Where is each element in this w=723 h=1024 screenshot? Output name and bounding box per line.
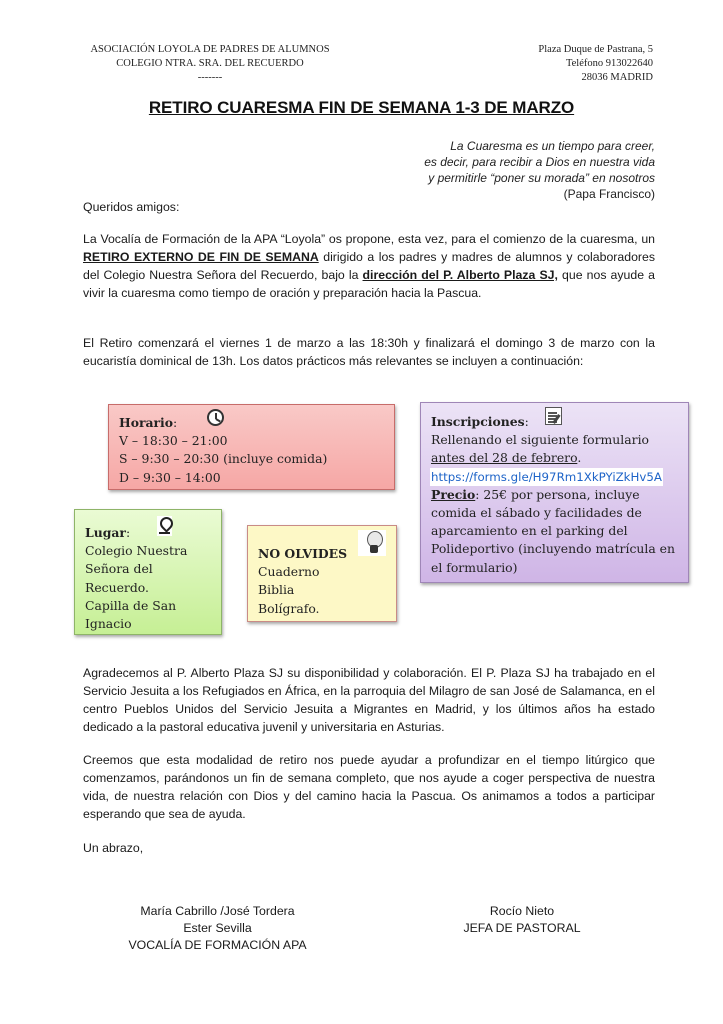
- document-title: RETIRO CUARESMA FIN DE SEMANA 1-3 DE MARZO: [148, 98, 575, 117]
- quote-line: La Cuaresma es un tiempo para creer,: [450, 139, 655, 153]
- greeting: Queridos amigos:: [83, 200, 180, 214]
- registration-box: Inscripciones: Rellenando el siguiente formulario antes del 28 de febrero. https://forms.gle/H97Rm1XkPYiZkHv5A Precio: 25€ por persona, incluye comida el sábado y facilidades de aparcamiento en el parking del Polideportivo (incluyendo matrícula en el formulario): [420, 402, 689, 583]
- location-line: Capilla de San: [85, 597, 177, 613]
- reminder-item: Biblia: [258, 582, 295, 598]
- location-label: Lugar: [85, 525, 126, 540]
- header-school-name: COLEGIO NTRA. SRA. DEL RECUERDO: [116, 58, 304, 69]
- header-association-name: ASOCIACIÓN LOYOLA DE PADRES DE ALUMNOS: [90, 44, 330, 55]
- header-association: [70, 43, 350, 85]
- quote-block: [325, 138, 655, 202]
- header-phone: Teléfono 913022640: [565, 58, 653, 69]
- signature-role: VOCALÍA DE FORMACIÓN APA: [128, 938, 307, 952]
- schedule-sunday: D – 9:30 – 14:00: [119, 469, 221, 485]
- header-street: Plaza Duque de Pastrana, 5: [538, 44, 653, 55]
- registration-deadline: antes del 28 de febrero: [431, 450, 578, 466]
- intro-text: que nos ayude a vivir la cuaresma como tiempo de oración y preparación hacia la Pascua.: [83, 268, 655, 300]
- location-line: Recuerdo.: [85, 579, 149, 595]
- quote-line: es decir, para recibir a Dios en nuestra vida: [424, 155, 655, 169]
- registration-instructions: Rellenando el siguiente formulario: [431, 432, 649, 448]
- signature-role: JEFA DE PASTORAL: [463, 921, 581, 935]
- location-line: Ignacio: [85, 616, 132, 632]
- acknowledgement-paragraph: Agradecemos al P. Alberto Plaza SJ su disponibilidad y colaboración. El P. Plaza SJ ha trabajado en el Servicio Jesuita a los Refugiados en África, en la parroquia del Milagro de san José de Salamanca, en el centro Pueblos Unidos del Servicio Jesuita a Migrantes en Madrid, y los últimos años ha estado dedicado a la pastoral educativa juvenil y universitaria en Asturias.: [83, 666, 655, 734]
- clock-icon: [207, 409, 224, 426]
- location-line: Señora del: [85, 561, 153, 577]
- quote-line: y permitirle “poner su morada” en nosotros: [428, 171, 655, 185]
- header-city: 28036 MADRID: [581, 72, 653, 83]
- reminder-item: Bolígrafo.: [258, 600, 320, 616]
- signature-name: Ester Sevilla: [183, 921, 252, 935]
- reminder-label: NO OLVIDES: [258, 546, 348, 561]
- header-separator: -------: [197, 72, 223, 83]
- price-label: Precio: [431, 486, 476, 502]
- location-line: Colegio Nuestra: [85, 543, 188, 559]
- header-address: [470, 43, 653, 85]
- location-box: Lugar: Colegio Nuestra Señora del Recuerdo. Capilla de San Ignacio: [74, 509, 222, 635]
- intro-text: La Vocalía de Formación de la APA “Loyola” os propone, esta vez, para el comienzo de la cuaresma, un: [83, 232, 655, 246]
- retreat-type-emphasis: RETIRO EXTERNO DE FIN DE SEMANA: [83, 250, 319, 264]
- intro-text: dirigido a los padres y madres de alumnos y colaboradores del Colegio Nuestra Señora del Recuerdo, bajo la: [83, 250, 656, 282]
- schedule-box: Horario: V – 18:30 – 21:00 S – 9:30 – 20:30 (incluye comida) D – 9:30 – 14:00: [108, 404, 395, 490]
- director-emphasis: dirección del P. Alberto Plaza SJ,: [362, 268, 558, 282]
- reminder-box: [247, 525, 397, 622]
- closing: Un abrazo,: [83, 841, 144, 855]
- intro-paragraph: [83, 230, 655, 302]
- schedule-paragraph: El Retiro comenzará el viernes 1 de marzo a las 18:30h y finalizará el domingo 3 de marzo con la eucaristía dominical de 13h. Los datos prácticos más relevantes se incluyen a continuación:: [83, 336, 655, 368]
- registration-label: Inscripciones: [431, 414, 525, 429]
- schedule-saturday: S – 9:30 – 20:30 (incluye comida): [119, 451, 328, 467]
- quote-author: (Papa Francisco): [563, 187, 655, 201]
- reminder-item: Cuaderno: [258, 564, 320, 580]
- map-pin-icon: [157, 516, 172, 536]
- notes-icon: [545, 407, 562, 425]
- lightbulb-icon: [358, 530, 386, 556]
- schedule-friday: V – 18:30 – 21:00: [119, 433, 228, 449]
- signature-pastoral: [432, 903, 612, 937]
- signature-names: María Cabrillo /José Tordera: [140, 904, 295, 918]
- signature-name: Rocío Nieto: [489, 904, 555, 918]
- price-details: : 25€ por persona, incluye comida el sábado y facilidades de aparcamiento en el parking del Polideportivo (incluyendo matrícula en el formulario): [431, 486, 675, 575]
- signature-formation: [100, 903, 335, 954]
- invitation-paragraph: Creemos que esta modalidad de retiro nos puede ayudar a profundizar en el tiempo litúrgico que comenzamos, parándonos un fin de semana completo, que nos ayude a coger perspectiva de nuestra vida, de nuestra relación con Dios y del camino hacia la Pascua. Os animamos a todos a participar esperando que sea de ayuda.: [83, 753, 655, 821]
- schedule-label: Horario: [119, 415, 174, 430]
- registration-form-link[interactable]: https://forms.gle/H97Rm1XkPYiZkHv5A: [430, 468, 663, 486]
